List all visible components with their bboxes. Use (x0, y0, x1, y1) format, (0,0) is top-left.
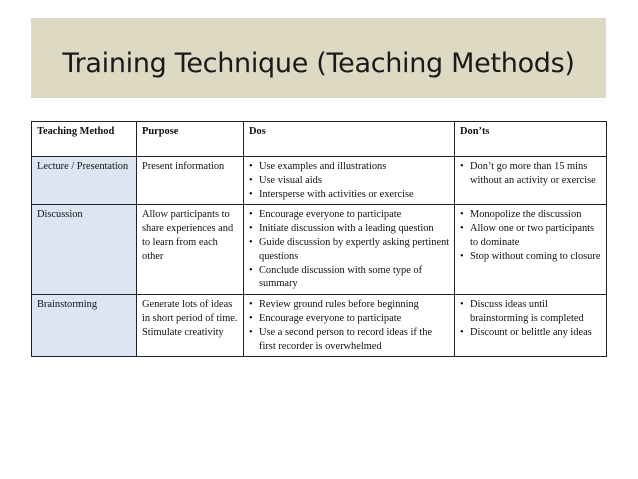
list-item (249, 326, 451, 354)
bullet-icon: • (249, 299, 253, 311)
dos-text: Encourage everyone to participate (259, 312, 402, 324)
header-teaching-method: Teaching Method (32, 122, 137, 157)
list-item (249, 174, 451, 188)
dos-text: Use a second person to record ideas if the first recorder is overwhelmed (259, 326, 433, 352)
list-item (249, 312, 451, 326)
teaching-methods-table (31, 121, 607, 357)
bullet-icon: • (249, 223, 253, 235)
donts-text: Don’t go more than 15 mins without an activity or exercise (470, 161, 596, 186)
list-item (249, 298, 451, 312)
list-item (249, 264, 451, 292)
bullet-icon: • (249, 209, 253, 221)
list-item (460, 222, 603, 250)
table-row (32, 205, 607, 295)
purpose-cell: Generate lots of ideas in short period of time. Stimulate creativity (137, 295, 244, 357)
donts-cell (455, 295, 607, 357)
bullet-icon: • (460, 326, 464, 338)
dos-cell (244, 205, 455, 295)
donts-cell (455, 157, 607, 205)
table-row (32, 157, 607, 205)
dos-text: Conclude discussion with some type of summary (259, 264, 423, 290)
donts-text: Discount or belittle any ideas (470, 326, 592, 338)
donts-cell (455, 205, 607, 295)
bullet-icon: • (460, 299, 464, 311)
method-cell: Discussion (32, 205, 137, 295)
dos-text: Encourage everyone to participate (259, 209, 402, 221)
title-band (31, 18, 606, 98)
donts-text: Monopolize the discussion (470, 209, 582, 221)
bullet-icon: • (249, 174, 253, 186)
bullet-icon: • (460, 250, 464, 262)
list-item (460, 326, 603, 340)
method-cell: Brainstorming (32, 295, 137, 357)
list-item (249, 236, 451, 264)
purpose-cell: Allow participants to share experiences and to learn from each other (137, 205, 244, 295)
list-item (460, 298, 603, 326)
dos-text: Review ground rules before beginning (259, 299, 419, 311)
bullet-icon: • (249, 264, 253, 276)
bullet-icon: • (460, 161, 464, 172)
header-purpose: Purpose (137, 122, 244, 157)
bullet-icon: • (460, 209, 464, 221)
list-item (249, 222, 451, 236)
list-item (460, 250, 603, 264)
dos-text: Intersperse with activities or exercise (259, 188, 414, 200)
bullet-icon: • (249, 188, 253, 200)
list-item (249, 208, 451, 222)
list-item (249, 160, 451, 174)
table-header-row (32, 122, 607, 157)
donts-text: Discuss ideas until brainstorming is completed (470, 299, 584, 324)
dos-text: Guide discussion by expertly asking pertinent questions (259, 236, 450, 262)
dos-cell (244, 157, 455, 205)
purpose-cell: Present information (137, 157, 244, 205)
header-dos: Dos (244, 122, 455, 157)
list-item (249, 188, 451, 202)
dos-text: Use visual aids (259, 174, 322, 186)
bullet-icon: • (249, 312, 253, 324)
list-item (460, 160, 603, 188)
donts-text: Allow one or two participants to dominate (470, 223, 595, 248)
donts-text: Stop without coming to closure (470, 250, 601, 262)
bullet-icon: • (460, 223, 464, 235)
table-row (32, 295, 607, 357)
list-item (460, 208, 603, 222)
method-cell: Lecture / Presentation (32, 157, 137, 205)
bullet-icon: • (249, 236, 253, 248)
dos-text: Initiate discussion with a leading question (259, 223, 434, 235)
bullet-icon: • (249, 326, 253, 338)
dos-cell (244, 295, 455, 357)
slide-title: Training Technique (Teaching Methods) (62, 48, 575, 79)
bullet-icon: • (249, 161, 253, 172)
dos-text: Use examples and illustrations (259, 161, 387, 172)
header-donts: Don’ts (455, 122, 607, 157)
